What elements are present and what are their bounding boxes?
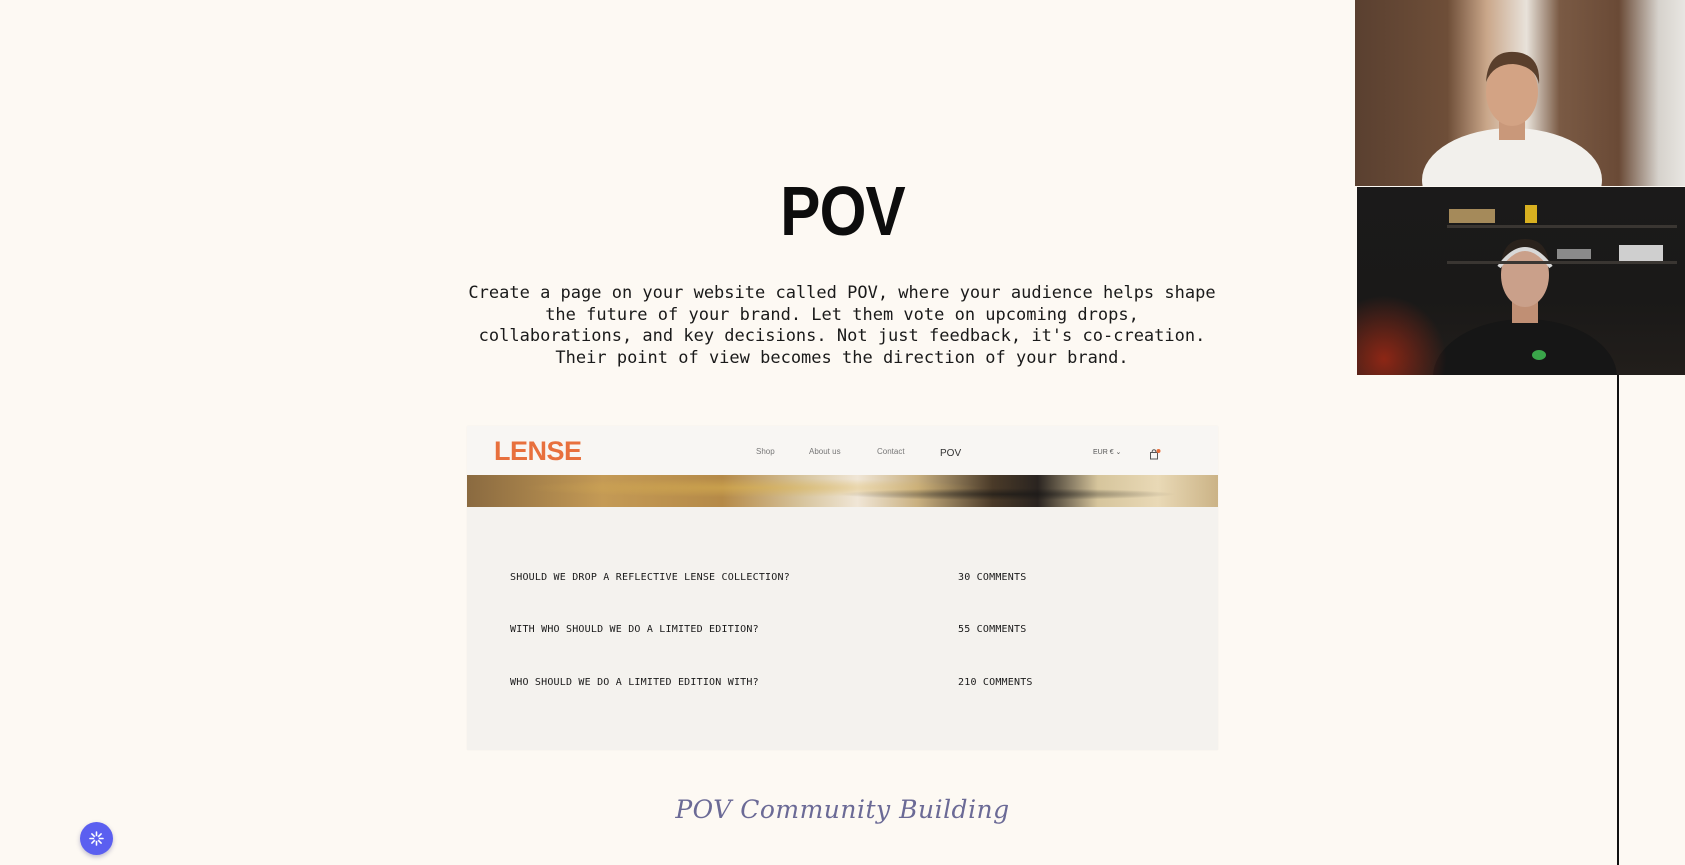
participant-video-tile[interactable] [1357, 187, 1685, 375]
shelf [1447, 225, 1677, 228]
poll-question[interactable]: SHOULD WE DROP A REFLECTIVE LENSE COLLECTION? [510, 572, 790, 583]
participant-silhouette [1357, 187, 1685, 375]
currency-select[interactable]: EUR € ⌄ [1093, 449, 1122, 456]
poll-row[interactable] [510, 677, 1170, 693]
shelf [1447, 261, 1677, 264]
nav-link-pov[interactable]: POV [940, 448, 962, 459]
hero-banner-image [467, 475, 1218, 507]
poll-comment-count: 55 COMMENTS [958, 624, 1027, 635]
slide-description-line: Create a page on your website called POV, where your audience helps shape [468, 283, 1216, 303]
poll-row[interactable] [510, 572, 1170, 588]
participant-video-tile[interactable] [1355, 0, 1685, 186]
slide-title: POV [780, 172, 905, 250]
vertical-divider [1617, 375, 1619, 865]
slide-description [460, 283, 1224, 369]
nav-link-shop[interactable]: Shop [756, 447, 775, 456]
slide-description-line: Their point of view becomes the direction of your brand. [555, 347, 1129, 368]
site-logo: LENSE [494, 436, 582, 466]
nav-link-contact[interactable]: Contact [877, 447, 905, 456]
poll-comment-count: 30 COMMENTS [958, 572, 1027, 583]
sparkle-icon [89, 831, 104, 846]
slide-description-line: the future of your brand. Let them vote on upcoming drops, [545, 304, 1139, 325]
shopping-bag-icon[interactable] [1149, 446, 1159, 456]
poll-question[interactable]: WHO SHOULD WE DO A LIMITED EDITION WITH? [510, 677, 759, 688]
poll-comment-count: 210 COMMENTS [958, 677, 1033, 688]
slide-description-line: collaborations, and key decisions. Not just feedback, it's co-creation. [478, 326, 1206, 346]
site-header [467, 426, 1218, 476]
poll-question[interactable]: WITH WHO SHOULD WE DO A LIMITED EDITION? [510, 624, 759, 635]
website-mockup [467, 426, 1218, 750]
poll-row[interactable] [510, 624, 1170, 640]
assistant-button[interactable] [80, 822, 113, 855]
nav-link-about[interactable]: About us [809, 447, 841, 456]
participant-silhouette [1355, 0, 1685, 186]
handwritten-caption: POV Community Building [675, 795, 1010, 824]
